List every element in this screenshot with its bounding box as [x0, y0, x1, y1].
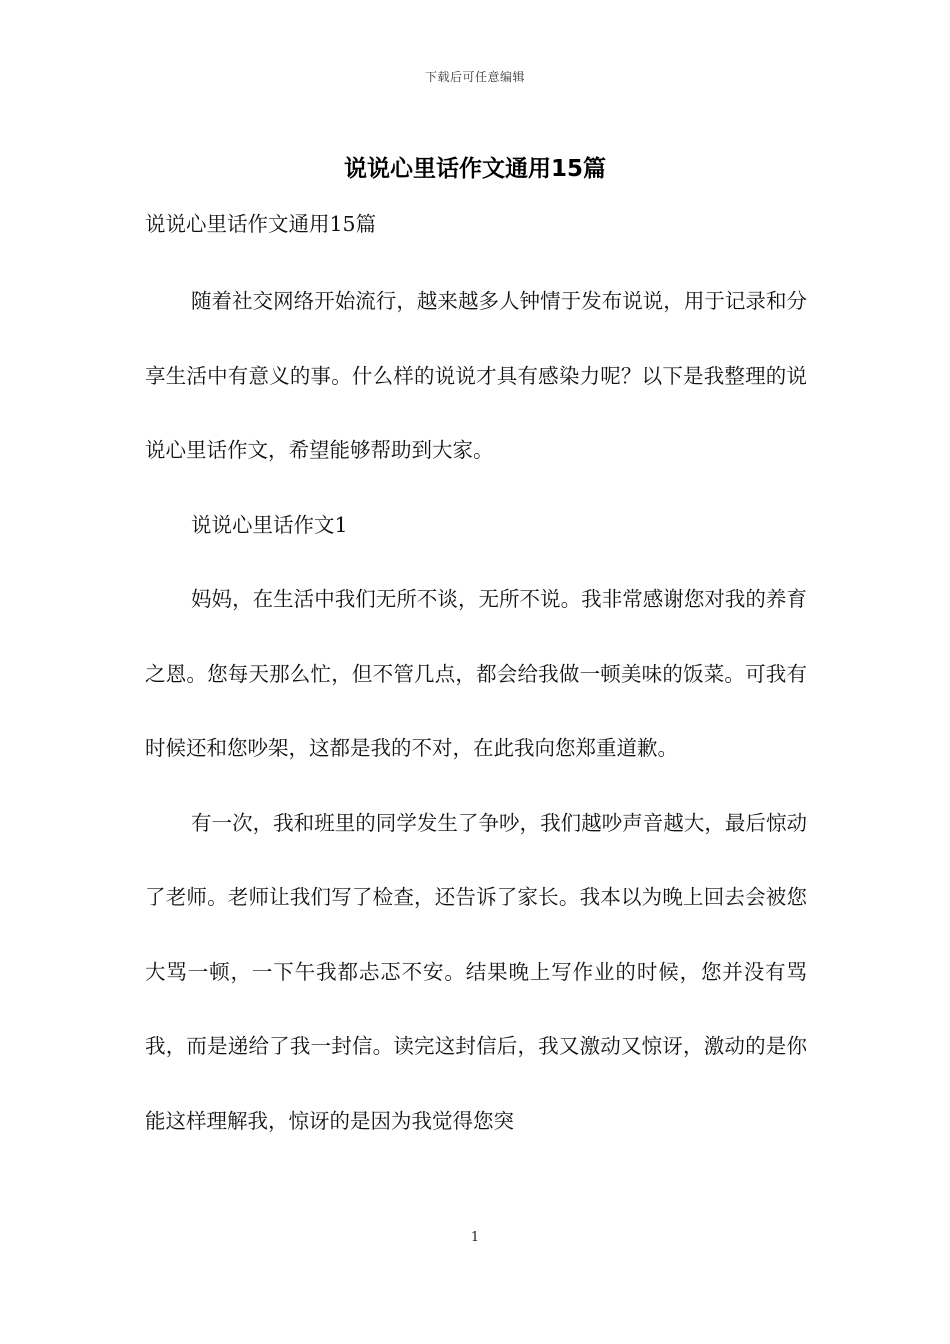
section-heading: 说说心里话作文1	[191, 512, 348, 537]
paragraph-intro: 随着社交网络开始流行，越来越多人钟情于发布说说，用于记录和分享生活中有意义的事。什么样的说说才具有感染力呢？以下是我整理的说说心里话作文，希望能够帮助到大家。	[145, 289, 807, 462]
paragraph-body: 妈妈，在生活中我们无所不谈，无所不说。我非常感谢您对我的养育之恩。您每天那么忙，但不管几点，都会给我做一顿美味的饭菜。可我有时候还和您吵架，这都是我的不对，在此我向您郑重道歉。	[145, 587, 807, 760]
document-title: 说说心里话作文通用15篇	[343, 156, 606, 182]
header-note: 下载后可任意编辑	[424, 70, 525, 84]
page-number: 1	[470, 1230, 480, 1245]
document-subtitle: 说说心里话作文通用15篇	[145, 212, 377, 236]
document-body	[145, 264, 807, 1158]
paragraph-body: 有一次，我和班里的同学发生了争吵，我们越吵声音越大，最后惊动了老师。老师让我们写了检查，还告诉了家长。我本以为晚上回去会被您大骂一顿，一下午我都忐忑不安。结果晚上写作业的时候，您并没有骂我，而是递给了我一封信。读完这封信后，我又激动又惊讶，激动的是你能这样理解我，惊讶的是因为我觉得您突	[145, 810, 807, 1133]
